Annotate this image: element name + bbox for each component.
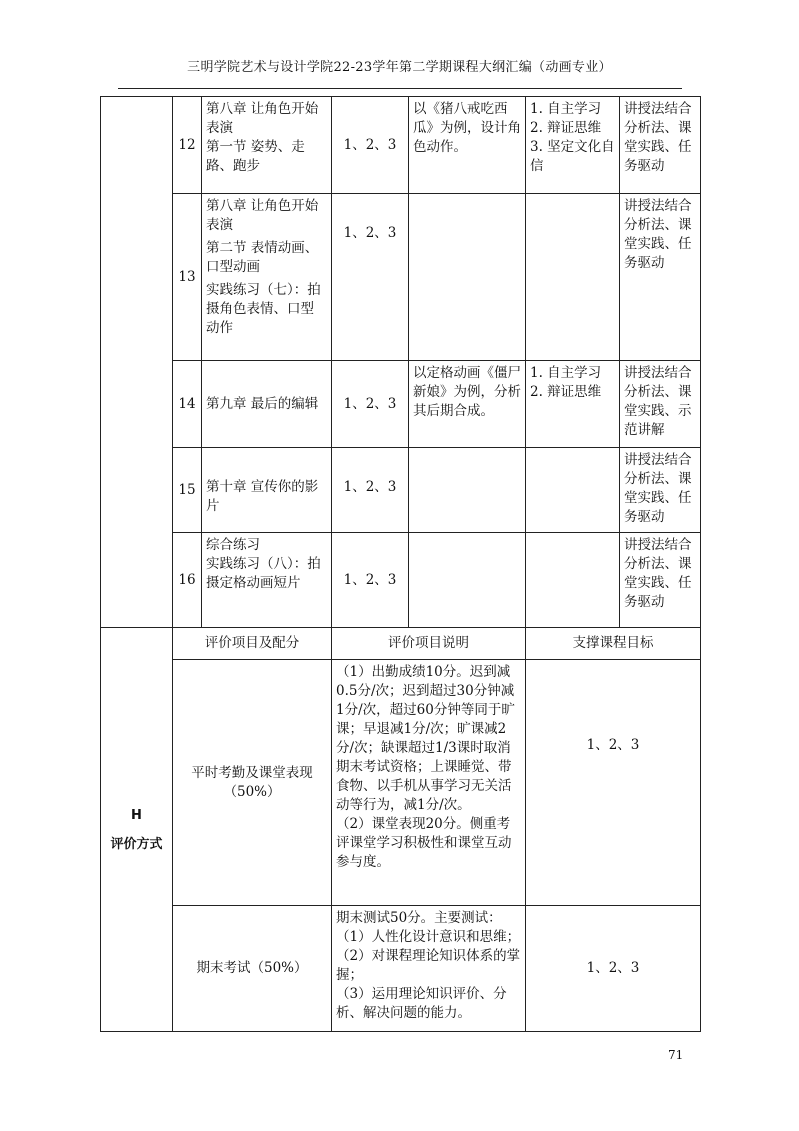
eval-header-item: 评价项目及配分 [173,628,332,660]
section-letter: H [131,807,142,823]
eval-item-name: 期末考试（50%） [196,960,308,976]
method-cell: 讲授法结合分析法、课堂实践、任务驱动 [620,97,701,194]
ideology-item: 2. 辩证思维 [530,384,602,400]
content-line: 第十章 宣传你的影片 [206,479,319,514]
content-line: 第一节 姿势、走路、跑步 [206,139,305,174]
content-cell [202,448,332,533]
method-cell: 讲授法结合分析法、课堂实践、任务驱动 [620,194,701,361]
eval-desc-line: 期末测试50分。主要测试： [336,910,502,926]
ideology-item: 1. 自主学习 [530,365,602,381]
content-line: 第八章 让角色开始表演 [206,198,319,233]
syllabus-table [100,96,701,1032]
case-cell [409,533,526,628]
document-header: 三明学院艺术与设计学院22-23学年第二学期课程大纲汇编（动画专业） [187,60,612,75]
ideology-cell [526,97,620,194]
ideology-item: 1. 自主学习 [530,101,602,117]
evaluation-row [101,660,701,906]
ideology-cell [526,194,620,361]
week-number: 15 [173,448,202,533]
eval-desc-cell [332,660,526,906]
content-line: 第二节 表情动画、口型动画 [206,240,319,275]
content-line: 第八章 让角色开始表演 [206,101,319,136]
eval-header-target: 支撑课程目标 [526,628,701,660]
header-rule [118,88,682,89]
method-cell: 讲授法结合分析法、课堂实践、任务驱动 [620,533,701,628]
eval-header-desc: 评价项目说明 [332,628,526,660]
category-cell-empty [101,97,173,628]
schedule-row [101,448,701,533]
case-cell: 以《猪八戒吃西瓜》为例，设计角色动作。 [409,97,526,194]
eval-desc-line: （1）出勤成绩10分。迟到减0.5分/次；迟到超过30分钟减1分/次，超过60分钟等同于旷课；早退减1分/次；旷课减2分/次；缺课超过1/3课时取消期末考试资格；上课睡觉、带食物、以手机从事学习无关活动等行为，减1分/次。 [336,664,515,813]
objectives-cell: 1、2、3 [332,194,409,361]
eval-item-cell [173,906,332,1032]
page-number: 71 [668,1048,684,1062]
evaluation-row [101,906,701,1032]
schedule-row [101,97,701,194]
week-number: 12 [173,97,202,194]
eval-desc-line: （1）人性化设计意识和思维； [336,929,521,945]
eval-target-cell: 1、2、3 [526,906,701,1032]
eval-item-name: 平时考勤及课堂表现 [191,764,313,781]
content-cell [202,194,332,361]
schedule-row [101,361,701,448]
objectives-cell: 1、2、3 [332,448,409,533]
schedule-row [101,533,701,628]
week-number: 13 [173,194,202,361]
schedule-row [101,194,701,361]
week-number: 16 [173,533,202,628]
section-title: 评价方式 [110,836,163,852]
eval-desc-cell [332,906,526,1032]
eval-item-weight: （50%） [223,783,281,800]
ideology-item: 3. 坚定文化自信 [530,139,615,174]
eval-item-cell [173,660,332,906]
objectives-cell: 1、2、3 [332,533,409,628]
objectives-cell: 1、2、3 [332,361,409,448]
week-number: 14 [173,361,202,448]
content-line: 实践练习（八）：拍摄定格动画短片 [206,556,321,591]
content-cell [202,97,332,194]
content-cell [202,361,332,448]
method-cell: 讲授法结合分析法、课堂实践、示范讲解 [620,361,701,448]
ideology-cell [526,448,620,533]
eval-desc-line: （3）运用理论知识评价、分析、解决问题的能力。 [336,986,507,1021]
content-cell [202,533,332,628]
content-line: 实践练习（七）：拍摄角色表情、口型动作 [206,282,321,336]
ideology-cell [526,533,620,628]
eval-desc-line: （2）对课程理论知识体系的掌握； [336,948,521,983]
case-cell [409,194,526,361]
evaluation-section-label [101,628,173,1032]
evaluation-header-row [101,628,701,660]
ideology-cell [526,361,620,448]
ideology-item: 2. 辩证思维 [530,120,602,136]
content-line: 第九章 最后的编辑 [206,395,319,412]
eval-desc-line: （2）课堂表现20分。侧重考评课堂学习积极性和课堂互动参与度。 [336,816,512,870]
case-cell: 以定格动画《僵尸新娘》为例，分析其后期合成。 [409,361,526,448]
objectives-cell: 1、2、3 [332,97,409,194]
eval-target-cell: 1、2、3 [526,660,701,906]
content-line: 综合练习 [206,537,260,553]
case-cell [409,448,526,533]
method-cell: 讲授法结合分析法、课堂实践、任务驱动 [620,448,701,533]
